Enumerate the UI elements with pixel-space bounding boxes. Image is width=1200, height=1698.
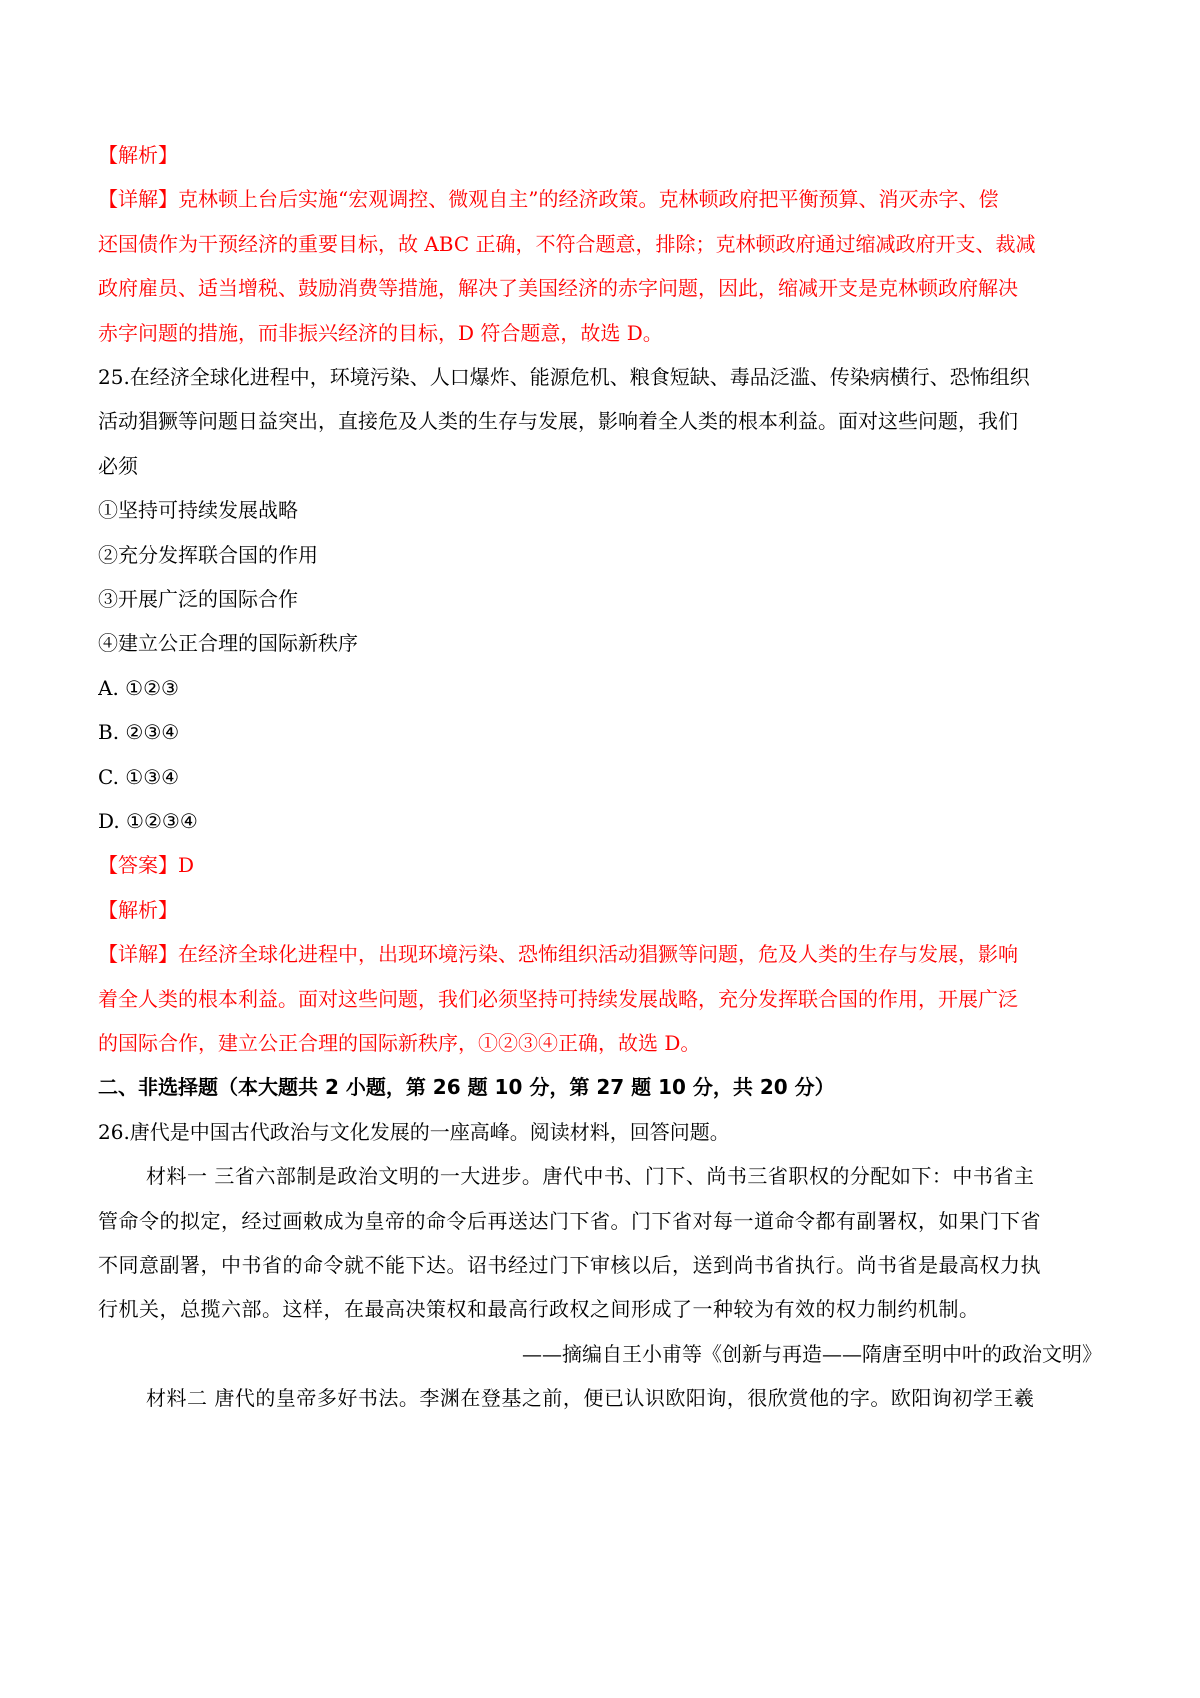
q25-item-2: ②充分发挥联合国的作用 <box>98 543 318 567</box>
q26-material2-line-1: 材料二 唐代的皇帝多好书法。李渊在登基之前，便已认识欧阳询，很欣赏他的字。欧阳询初学王羲 <box>146 1386 1035 1410</box>
q25-stem-line-3: 必须 <box>98 454 138 478</box>
q26-material1-source: ——摘编自王小甫等《创新与再造——隋唐至明中叶的政治文明》 <box>522 1342 1102 1366</box>
detail-line-1-3: 政府雇员、适当增税、鼓励消费等措施，解决了美国经济的赤字问题，因此，缩减开支是克林顿政府解决 <box>98 276 1018 300</box>
detail-line-1-1: 【详解】克林顿上台后实施“宏观调控、微观自主”的经济政策。克林顿政府把平衡预算、消灭赤字、偿 <box>98 187 999 211</box>
q26-material1-line-1: 材料一 三省六部制是政治文明的一大进步。唐代中书、门下、尚书三省职权的分配如下：中书省主 <box>146 1164 1035 1188</box>
q25-item-3: ③开展广泛的国际合作 <box>98 587 298 611</box>
jiexi-label-1: 【解析】 <box>98 143 178 167</box>
section2-heading: 二、非选择题（本大题共 2 小题，第 26 题 10 分，第 27 题 10 分，共 20 分） <box>98 1075 835 1099</box>
q25-answer: 【答案】D <box>98 853 195 877</box>
q25-detail-line-3: 的国际合作，建立公正合理的国际新秩序，①②③④正确，故选 D。 <box>98 1031 701 1055</box>
q26-material1-line-2: 管命令的拟定，经过画敕成为皇帝的命令后再送达门下省。门下省对每一道命令都有副署权，如果门下省 <box>98 1209 1041 1233</box>
q26-stem: 26.唐代是中国古代政治与文化发展的一座高峰。阅读材料，回答问题。 <box>98 1120 730 1144</box>
q25-jiexi-label: 【解析】 <box>98 898 178 922</box>
q25-item-4: ④建立公正合理的国际新秩序 <box>98 631 358 655</box>
q25-option-d: D. ①②③④ <box>98 809 198 833</box>
q25-stem-line-2: 活动猖獗等问题日益突出，直接危及人类的生存与发展，影响着全人类的根本利益。面对这些问题，我们 <box>98 409 1018 433</box>
q25-option-b: B. ②③④ <box>98 720 180 744</box>
q26-material1-line-4: 行机关，总揽六部。这样，在最高决策权和最高行政权之间形成了一种较为有效的权力制约机制。 <box>98 1297 980 1321</box>
q25-option-c: C. ①③④ <box>98 765 180 789</box>
q25-option-a: A. ①②③ <box>98 676 179 700</box>
q25-detail-line-1: 【详解】在经济全球化进程中，出现环境污染、恐怖组织活动猖獗等问题，危及人类的生存与发展，影响 <box>98 942 1018 966</box>
detail-line-1-4: 赤字问题的措施，而非振兴经济的目标，D 符合题意，故选 D。 <box>98 321 663 345</box>
q25-item-1: ①坚持可持续发展战略 <box>98 498 298 522</box>
detail-line-1-2: 还国债作为干预经济的重要目标，故 ABC 正确，不符合题意，排除；克林顿政府通过缩减政府开支、裁减 <box>98 232 1036 256</box>
q25-stem-line-1: 25.在经济全球化进程中，环境污染、人口爆炸、能源危机、粮食短缺、毒品泛滥、传染病横行、恐怖组织 <box>98 365 1030 389</box>
q25-detail-line-2: 着全人类的根本利益。面对这些问题，我们必须坚持可持续发展战略，充分发挥联合国的作用，开展广泛 <box>98 987 1018 1011</box>
q26-material1-line-3: 不同意副署，中书省的命令就不能下达。诏书经过门下审核以后，送到尚书省执行。尚书省是最高权力执 <box>98 1253 1041 1277</box>
